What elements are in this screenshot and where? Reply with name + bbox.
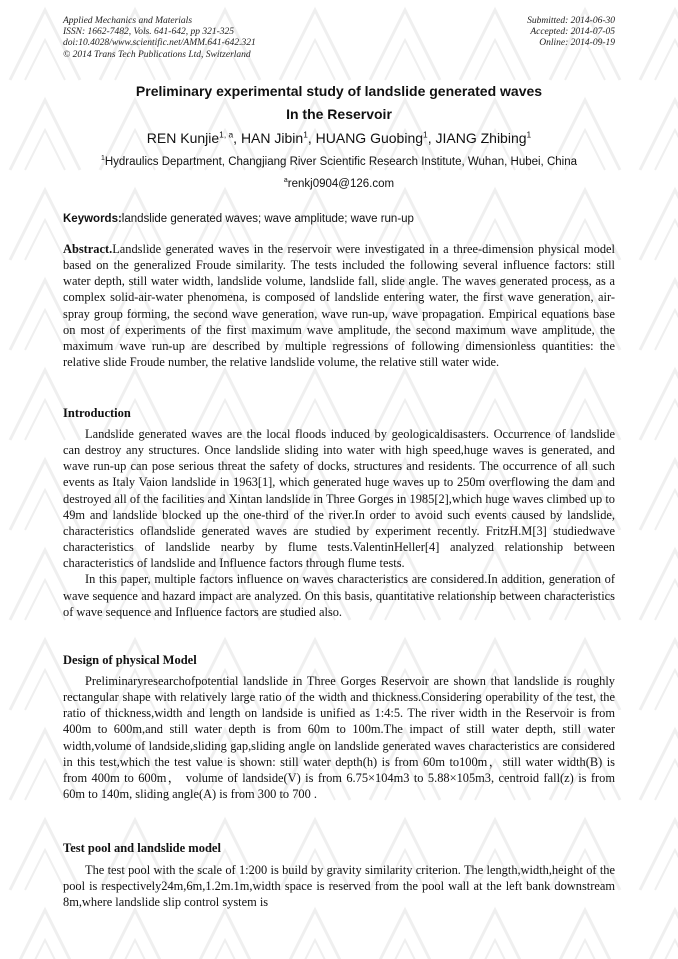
affiliation-text: Hydraulics Department, Changjiang River Scientific Research Institute, Wuhan, Hubei, China: [104, 156, 577, 168]
paper-title-line-1: Preliminary experimental study of landslide generated waves: [135, 83, 543, 99]
paper-title-line-2: In the Reservoir: [286, 106, 392, 122]
journal-info: [63, 16, 256, 61]
author-affiliation-mark: 1: [526, 129, 532, 140]
abstract-label: Abstract.: [63, 242, 113, 256]
paragraph: In this paper, multiple factors influence on waves characteristics are considered.In addition, generation of wave sequence and hazard impact are analyzed. On this basis, quantitative relationship between characteristics of wave sequence and Influence factors are studied also.: [63, 572, 615, 619]
author-name: HUANG Guobing: [315, 130, 424, 146]
author-affiliation-mark: 1: [303, 129, 308, 140]
section-heading-test-pool: Test pool and landslide model: [63, 841, 221, 855]
introduction-body: [63, 426, 615, 620]
section-heading-introduction: Introduction: [63, 406, 131, 420]
author-separator: ,: [233, 130, 241, 146]
design-body: [63, 673, 615, 802]
test-pool-body: [63, 862, 615, 910]
abstract-text: Landslide generated waves in the reservoir were investigated in a three-dimension physical model based on the generalized Froude similarity. The tests included the following several influence factors: still water depth, still water width, landslide volume, landslide fall, slide angle. The waves generated process, as a complex solid-air-water phenomena, is composed of landslide entering water, the first wave generation, air-spray group forming, the second wave generation, wave run-up, wave propagation. Empirical equations base on most of experiments of the first maximum wave amplitude, the second maximum wave amplitude, the maximum wave run-up are described by multiple regressions of following dimensionless quantities: the relative slide Froude number, the relative landslide volume, the relative still water wide.: [63, 242, 615, 370]
journal-doi: doi:10.4028/www.scientific.net/AMM.641-642.321: [63, 38, 256, 49]
contact-email: [40, 176, 638, 192]
affiliation-mark: 1: [101, 155, 105, 163]
author-separator: ,: [427, 130, 436, 146]
keywords: [63, 211, 615, 227]
author-list: [40, 128, 638, 148]
keywords-text: landslide generated waves; wave amplitude; wave run-up: [121, 213, 414, 225]
online-date: Online: 2014-09-19: [539, 38, 615, 49]
section-heading-design: Design of physical Model: [63, 653, 197, 667]
email-mark: a: [283, 177, 288, 185]
paragraph: Preliminaryresearchofpotential landslide in Three Gorges Reservoir are shown that landslide is roughly rectangular shape with relatively large ratio of the width and thickness.Considering operability of the test, the ratio of thickness,width and length on landside is unified as 1:4:5. The river width in the Reservoir is from 400m to 600m,and still water depth is from 60m to 100m.The impact of still water depth, still water width,volume of landside,sliding gap,sliding angle on landslide generated waves characteristics are considered in this test,which the test value is shown: still water depth(h) is from 60m to100m，still water width(B) is from 400m to 600m， volume of landside(V) is from 6.75×104m3 to 5.88×105m3, centroid fall(z) is from 60m to 140m, sliding angle(A) is from 300 to 700 .: [63, 674, 615, 802]
author-affiliation-mark: 1: [423, 129, 428, 140]
email-address: renkj0904@126.com: [287, 178, 395, 190]
paragraph: Landslide generated waves are the local floods induced by geologicaldisasters. Occurrence of landslide can destroy any structures. Once landslide sliding into water with high speed,huge waves is generated, and wave run-up can pose serious threat the safety of docks, structures and residents. The occurrence of all such events as Italy Vaion landslide in 1963[1], which generated huge waves up to 250m overflowing the dam and destroyed all of the facilities and Xintan landslide in Three Gorges in 1985[2],which huge waves climbed up to 49m and landslide blocked up the one-third of the river.In order to avoid such events caused by landslide, characteristics oflandslide generated waves are studied by experiment recently. FritzH.M[3] studiedwave characteristics of landslide nearby by flume tests.ValentinHeller[4] analyzed relationship between characteristics of landslide and Influence factors through flume tests.: [63, 427, 615, 571]
journal-name: Applied Mechanics and Materials: [63, 16, 193, 26]
journal-issn: ISSN: 1662-7482, Vols. 641-642, pp 321-325: [63, 27, 234, 38]
author-affiliation-mark: 1, a: [219, 129, 234, 140]
author-name: JIANG Zhibing: [435, 130, 527, 146]
affiliation: [40, 154, 638, 170]
author-name: REN Kunjie: [146, 130, 220, 146]
author-separator: ,: [307, 130, 316, 146]
publication-dates: [527, 16, 615, 50]
submitted-date: Submitted: 2014-06-30: [527, 16, 615, 26]
abstract: [63, 241, 615, 370]
accepted-date: Accepted: 2014-07-05: [530, 27, 615, 38]
journal-copyright: © 2014 Trans Tech Publications Ltd, Switzerland: [63, 49, 251, 60]
paragraph: The test pool with the scale of 1:200 is build by gravity similarity criterion. The length,width,height of the pool is respectively24m,6m,1.2m.1m,width space is reserved from the pool wall at the left bank downstream 8m,where landslide slip control system is: [63, 863, 615, 910]
keywords-label: Keywords:: [63, 213, 122, 225]
author-name: HAN Jibin: [240, 130, 304, 146]
